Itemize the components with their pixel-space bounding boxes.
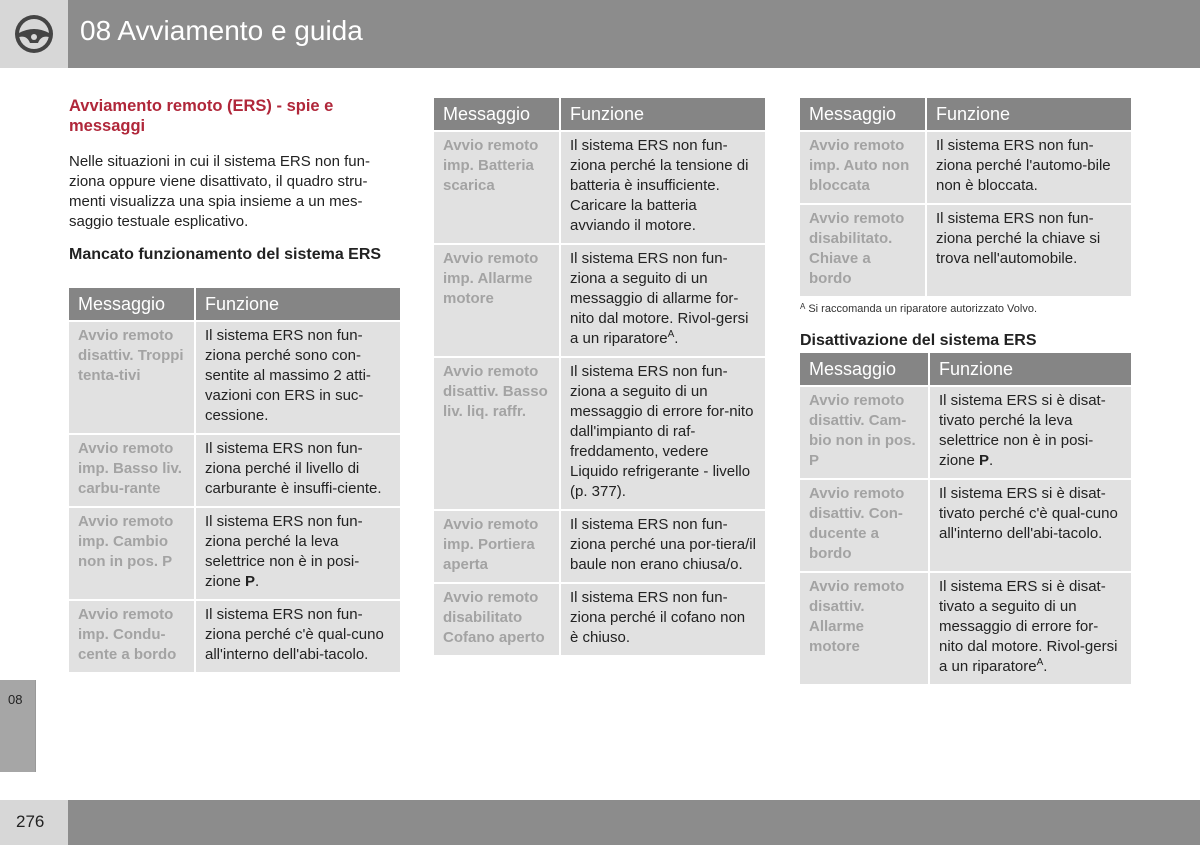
subheading-deactivation: Disattivazione del sistema ERS xyxy=(800,332,1037,349)
table-row xyxy=(800,387,1131,478)
subheading-malfunction: Mancato funzionamento del sistema ERS xyxy=(69,246,382,263)
function-cell xyxy=(561,132,765,243)
table-row xyxy=(434,358,765,509)
function-cell xyxy=(196,601,400,672)
malfunction-table-1 xyxy=(69,286,400,674)
table-row xyxy=(69,508,400,599)
message-cell: Avvio remoto imp. Batteria scarica xyxy=(434,132,561,243)
function-text-end: . xyxy=(1043,658,1048,675)
footnote xyxy=(800,303,1130,315)
footnote-marker: A xyxy=(800,302,806,311)
table-row xyxy=(434,132,765,243)
footnote-reference: A xyxy=(1036,657,1044,668)
message-cell: Avvio remoto imp. Basso liv. carbu-rante xyxy=(69,435,196,506)
function-text: Il sistema ERS non fun-ziona a seguito di un messaggio di allarme for-nito dal motore. Rivol-gersi a un riparatore xyxy=(570,250,749,347)
section-title: Avviamento remoto (ERS) - spie e messaggi xyxy=(69,97,334,135)
chapter-title: 08 Avviamento e guida xyxy=(80,15,363,46)
gear-position-label: P xyxy=(245,573,256,590)
message-cell: Avvio remoto imp. Condu-cente a bordo xyxy=(69,601,196,672)
function-text-end: . xyxy=(674,330,679,347)
function-text: Il sistema ERS si è disat-tivato a seguito di un messaggio di errore for-nito dal motore. Rivol-gersi a un riparatore xyxy=(939,578,1118,675)
message-cell: Avvio remoto disattiv. Troppi tenta-tivi xyxy=(69,322,196,433)
function-cell xyxy=(196,508,400,599)
column-header-message: Messaggio xyxy=(800,353,930,385)
function-text: Il sistema ERS non fun-ziona a seguito di un messaggio di errore for-nito dall'impianto di raf-freddamento, vedere Liquido refrigerante - livello (p. 377). xyxy=(570,363,754,500)
function-text: Il sistema ERS si è disat-tivato perché c'è qual-cuno all'interno dell'abi-tacolo. xyxy=(939,485,1118,542)
message-cell: Avvio remoto disabilitato Cofano aperto xyxy=(434,584,561,655)
function-cell xyxy=(196,322,400,433)
table-row xyxy=(434,511,765,582)
function-text: Il sistema ERS non fun-ziona perché la chiave si trova nell'automobile. xyxy=(936,210,1101,267)
function-cell xyxy=(196,435,400,506)
function-cell xyxy=(927,205,1131,296)
table-row xyxy=(434,584,765,655)
intro-paragraph: Nelle situazioni in cui il sistema ERS non fun-ziona oppure viene disattivato, il quadro stru-menti visualizza una spia insieme a un mes-saggio testuale esplicativo. xyxy=(69,153,370,230)
function-cell xyxy=(930,480,1131,571)
function-text-end: . xyxy=(255,573,260,590)
function-cell xyxy=(561,584,765,655)
footnote-reference: A xyxy=(667,329,675,340)
table-row xyxy=(800,573,1131,684)
column-header-function: Funzione xyxy=(561,98,765,130)
table-row xyxy=(69,322,400,433)
message-cell: Avvio remoto imp. Cambio non in pos. P xyxy=(69,508,196,599)
chapter-side-tab-label: 08 xyxy=(8,692,23,707)
function-text-end: . xyxy=(989,452,994,469)
deactivation-table xyxy=(800,351,1131,686)
function-text: Il sistema ERS non fun-ziona perché la leva selettrice non è in posi-zione xyxy=(205,513,363,590)
column-header-function: Funzione xyxy=(927,98,1131,130)
table-row xyxy=(434,245,765,356)
malfunction-table-3 xyxy=(800,96,1131,298)
gear-position-label: P xyxy=(979,452,990,469)
column-header-message: Messaggio xyxy=(69,288,196,320)
function-text: Il sistema ERS si è disat-tivato perché la leva selettrice non è in posi-zione xyxy=(939,392,1106,469)
function-text: Il sistema ERS non fun-ziona perché il livello di carburante è insuffi-ciente. xyxy=(205,440,382,497)
column-header-function: Funzione xyxy=(196,288,400,320)
steering-wheel-icon xyxy=(13,13,55,55)
table-row xyxy=(800,480,1131,571)
function-cell xyxy=(561,358,765,509)
message-cell: Avvio remoto imp. Auto non bloccata xyxy=(800,132,927,203)
column-header-message: Messaggio xyxy=(800,98,927,130)
table-row xyxy=(800,132,1131,203)
chapter-side-tab[interactable] xyxy=(0,680,36,772)
message-cell: Avvio remoto disattiv. Allarme motore xyxy=(800,573,930,684)
function-text: Il sistema ERS non fun-ziona perché c'è qual-cuno all'interno dell'abi-tacolo. xyxy=(205,606,384,663)
function-cell xyxy=(561,511,765,582)
function-text: Il sistema ERS non fun-ziona perché sono con-sentite al massimo 2 atti-vazioni con ERS in suc-cessione. xyxy=(205,327,371,424)
message-cell: Avvio remoto disattiv. Cam-bio non in pos. P xyxy=(800,387,930,478)
malfunction-table-2 xyxy=(434,96,765,657)
table-row xyxy=(800,205,1131,296)
function-cell xyxy=(561,245,765,356)
message-cell: Avvio remoto disattiv. Basso liv. liq. raffr. xyxy=(434,358,561,509)
column-header-function: Funzione xyxy=(930,353,1131,385)
function-cell xyxy=(930,573,1131,684)
message-cell: Avvio remoto disabilitato. Chiave a bordo xyxy=(800,205,927,296)
table-row xyxy=(69,601,400,672)
message-cell: Avvio remoto imp. Portiera aperta xyxy=(434,511,561,582)
function-text: Il sistema ERS non fun-ziona perché una por-tiera/il baule non erano chiusa/o. xyxy=(570,516,756,573)
function-text: Il sistema ERS non fun-ziona perché il cofano non è chiuso. xyxy=(570,589,746,646)
function-text: Il sistema ERS non fun-ziona perché l'automo-bile non è bloccata. xyxy=(936,137,1111,194)
page-footer xyxy=(0,800,1200,845)
footnote-text: Si raccomanda un riparatore autorizzato Volvo. xyxy=(808,303,1038,315)
page-number: 276 xyxy=(16,812,45,831)
message-cell: Avvio remoto disattiv. Con-ducente a bordo xyxy=(800,480,930,571)
message-cell: Avvio remoto imp. Allarme motore xyxy=(434,245,561,356)
table-row xyxy=(69,435,400,506)
header-icon-box xyxy=(0,0,68,68)
function-cell xyxy=(930,387,1131,478)
function-text: Il sistema ERS non fun-ziona perché la tensione di batteria è insufficiente. Caricare la batteria avviando il motore. xyxy=(570,137,749,234)
column-header-message: Messaggio xyxy=(434,98,561,130)
function-cell xyxy=(927,132,1131,203)
